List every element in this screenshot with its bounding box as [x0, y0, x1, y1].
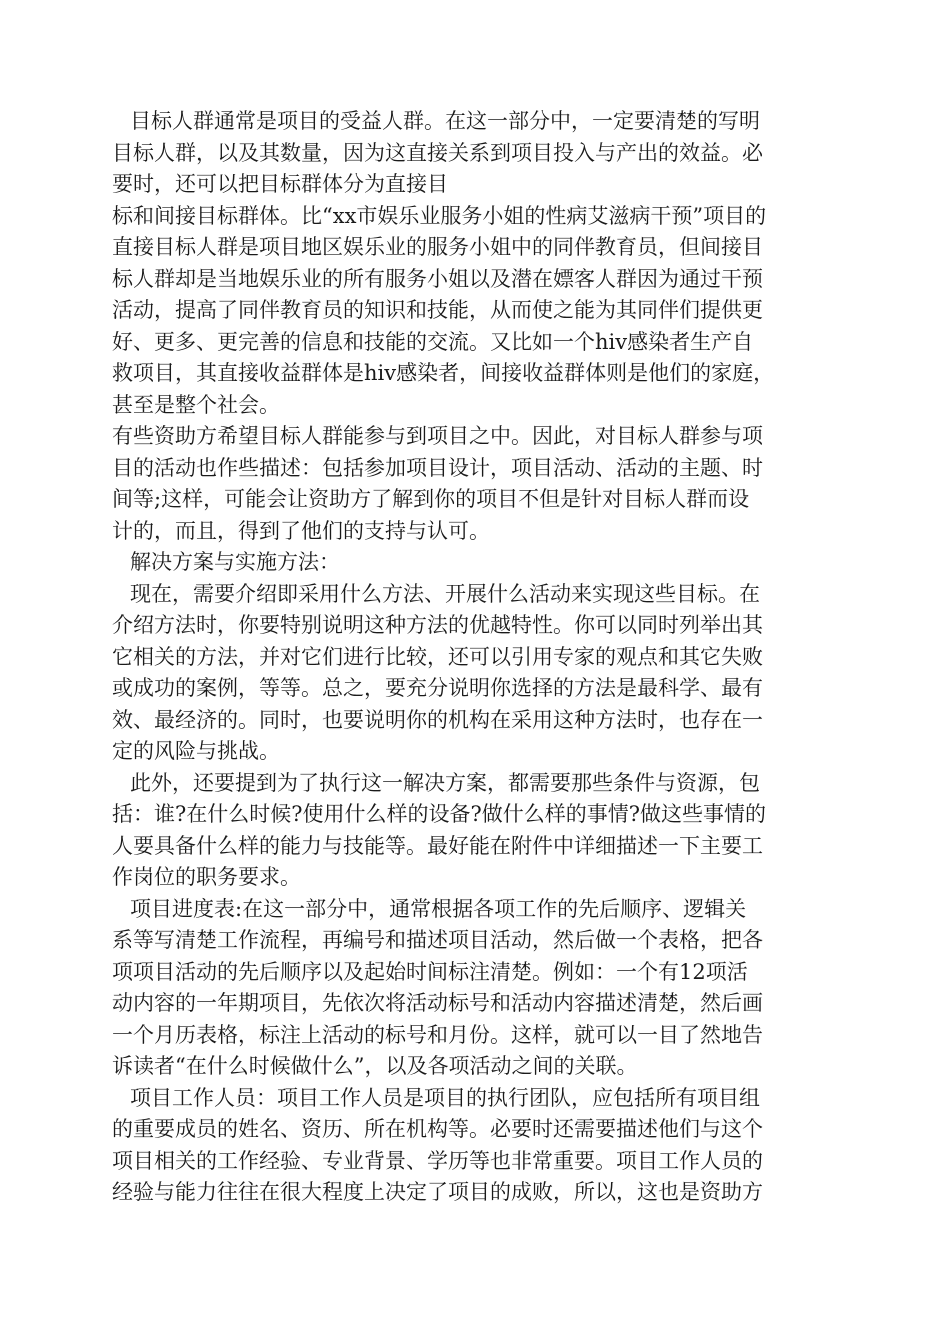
- text-line: 作岗位的职务要求。: [112, 865, 301, 889]
- document-body: [112, 106, 852, 1209]
- text-line: 目的活动也作些描述：包括参加项目设计，项目活动、活动的主题、时: [112, 455, 763, 480]
- text-line: 此外，还要提到为了执行这一解决方案，都需要那些条件与资源，包: [130, 770, 760, 795]
- text-line: 计的，而且，得到了他们的支持与认可。: [112, 518, 490, 543]
- text-line: 括：谁?在什么时候?使用什么样的设备?做什么样的事情?做这些事情的: [112, 802, 767, 826]
- text-line: 好、更多、更完善的信息和技能的交流。又比如一个hiv感染者生产自: [112, 329, 754, 354]
- text-line: 定的风险与挑战。: [112, 739, 280, 763]
- text-line: 标和间接目标群体。比“xx市娱乐业服务小姐的性病艾滋病干预”项目的: [112, 203, 767, 228]
- text-line: 效、最经济的。同时，也要说明你的机构在采用这种方法时，也存在一: [112, 707, 763, 732]
- text-line: 直接目标人群是项目地区娱乐业的服务小姐中的同伴教育员，但间接目: [112, 235, 763, 259]
- text-line: 甚至是整个社会。: [112, 392, 280, 417]
- text-line: 要时，还可以把目标群体分为直接目: [112, 172, 448, 196]
- text-line: 动内容的一年期项目，先依次将活动标号和活动内容描述清楚，然后画: [112, 991, 763, 1015]
- text-line: 间等;这样，可能会让资助方了解到你的项目不但是针对目标人群而设: [112, 487, 750, 511]
- text-line: 介绍方法时，你要特别说明这种方法的优越特性。你可以同时列举出其: [112, 613, 763, 637]
- text-line: 现在，需要介绍即采用什么方法、开展什么活动来实现这些目标。在: [130, 581, 760, 606]
- text-line: 一个月历表格，标注上活动的标号和月份。这样，就可以一目了然地告: [112, 1022, 763, 1047]
- text-line: 目标人群通常是项目的受益人群。在这一部分中，一定要清楚的写明: [130, 109, 760, 133]
- text-line: 救项目，其直接收益群体是hiv感染者，间接收益群体则是他们的家庭，: [112, 361, 775, 385]
- text-line: 标人群却是当地娱乐业的所有服务小姐以及潜在嫖客人群因为通过干预: [112, 266, 763, 291]
- text-line: 诉读者“在什么时候做什么”，以及各项活动之间的关联。: [112, 1054, 638, 1078]
- text-line: 项目进度表:在这一部分中，通常根据各项工作的先后顺序、逻辑关: [130, 896, 747, 921]
- text-line: 项目相关的工作经验、专业背景、学历等也非常重要。项目工作人员的: [112, 1148, 763, 1173]
- text-line: 解决方案与实施方法：: [130, 550, 340, 574]
- text-line: 有些资助方希望目标人群能参与到项目之中。因此，对目标人群参与项: [112, 424, 763, 448]
- text-line: 活动，提高了同伴教育员的知识和技能，从而使之能为其同伴们提供更: [112, 298, 763, 322]
- text-line: 它相关的方法，并对它们进行比较，还可以引用专家的观点和其它失败: [112, 644, 763, 669]
- text-line: 的重要成员的姓名、资历、所在机构等。必要时还需要描述他们与这个: [112, 1117, 763, 1141]
- text-line: 经验与能力往往在很大程度上决定了项目的成败，所以，这也是资助方: [112, 1180, 763, 1204]
- text-line: 人要具备什么样的能力与技能等。最好能在附件中详细描述一下主要工: [112, 833, 763, 858]
- text-line: 或成功的案例，等等。总之，要充分说明你选择的方法是最科学、最有: [112, 676, 763, 700]
- text-line: 目标人群，以及其数量，因为这直接关系到项目投入与产出的效益。必: [112, 140, 763, 165]
- text-line: 项项目活动的先后顺序以及起始时间标注清楚。例如：一个有12项活: [112, 959, 748, 984]
- text-line: 项目工作人员：项目工作人员是项目的执行团队，应包括所有项目组: [130, 1085, 760, 1110]
- text-line: 系等写清楚工作流程，再编号和描述项目活动，然后做一个表格，把各: [112, 928, 763, 952]
